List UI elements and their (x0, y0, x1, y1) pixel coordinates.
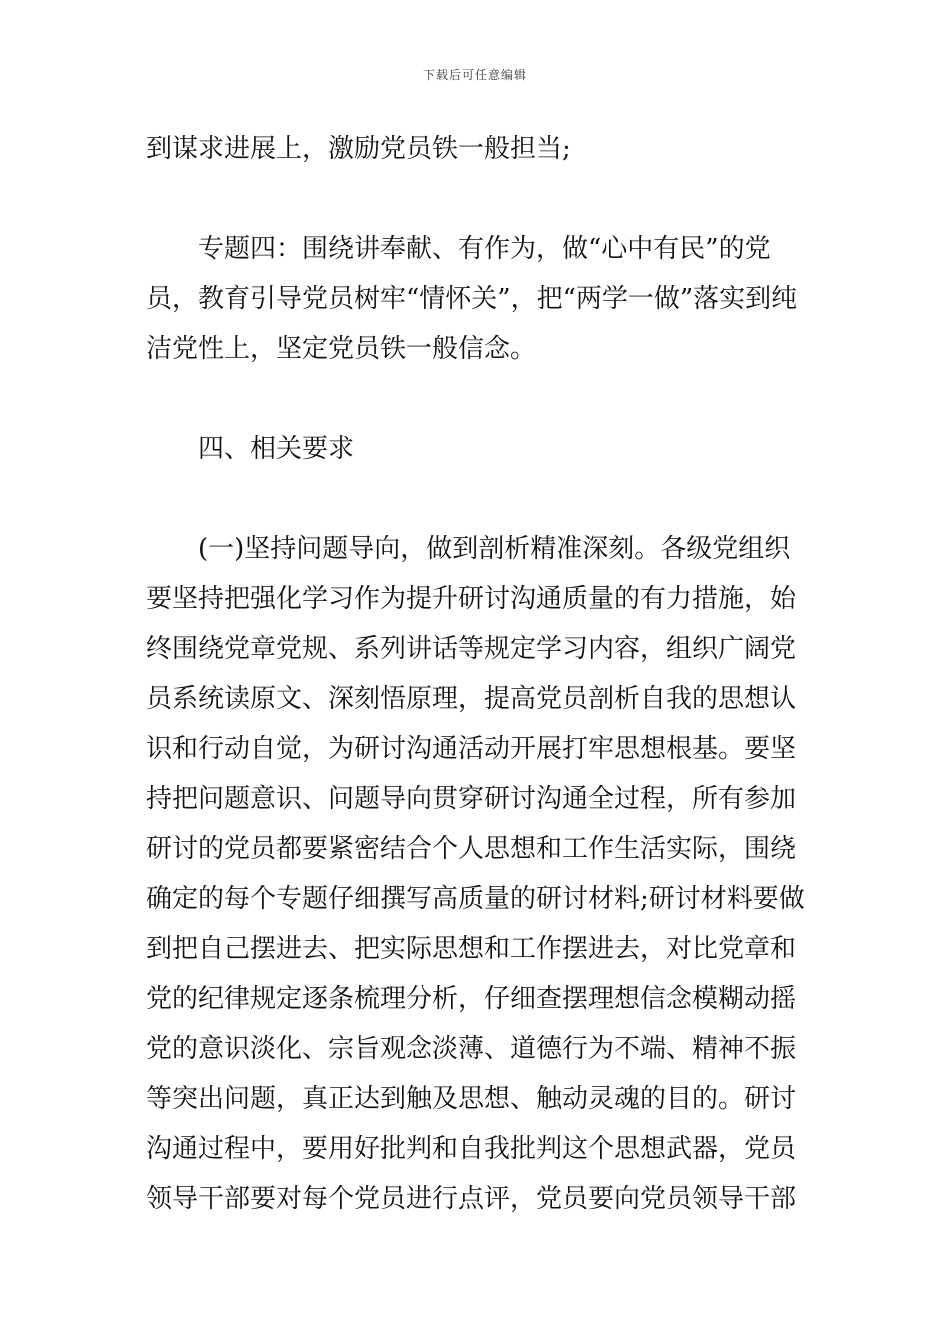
header-note: 下载后可任意编辑 (422, 68, 527, 82)
paragraph-continuation: 到谋求进展上，激励党员铁一般担当; (146, 134, 571, 164)
paragraph-requirement-one: (一)坚持问题导向，做到剖析精准深刻。各级党组织要坚持把强化学习作为提升研讨沟通质量的有力措施，始终围绕党章党规、系列讲话等规定学习内容，组织广阔党员系统读原文、深刻悟原理，提高党员剖析自我的思想认识和行动自觉，为研讨沟通活动开展打牢思想根基。要坚持把问题意识、问题导向贯穿研讨沟通全过程，所有参加研讨的党员都要紧密结合个人思想和工作生活实际，围绕确定的每个专题仔细撰写高质量的研讨材料;研讨材料要做到把自己摆进去、把实际思想和工作摆进去，对比党章和党的纪律规定逐条梳理分析，仔细查摆理想信念模糊动摇党的意识淡化、宗旨观念淡薄、道德行为不端、精神不振等突出问题，真正达到触及思想、触动灵魂的目的。研讨沟通过程中，要用好批判和自我批判这个思想武器，党员领导干部要对每个党员进行点评，党员要向党员领导干部 (146, 534, 805, 1214)
section-heading-requirements: 四、相关要求 (198, 434, 355, 464)
paragraph-topic-four: 专题四：围绕讲奉献、有作为，做“心中有民”的党员，教育引导党员树牢“情怀关”，把“两学一做”落实到纯洁党性上，坚定党员铁一般信念。 (146, 234, 798, 364)
